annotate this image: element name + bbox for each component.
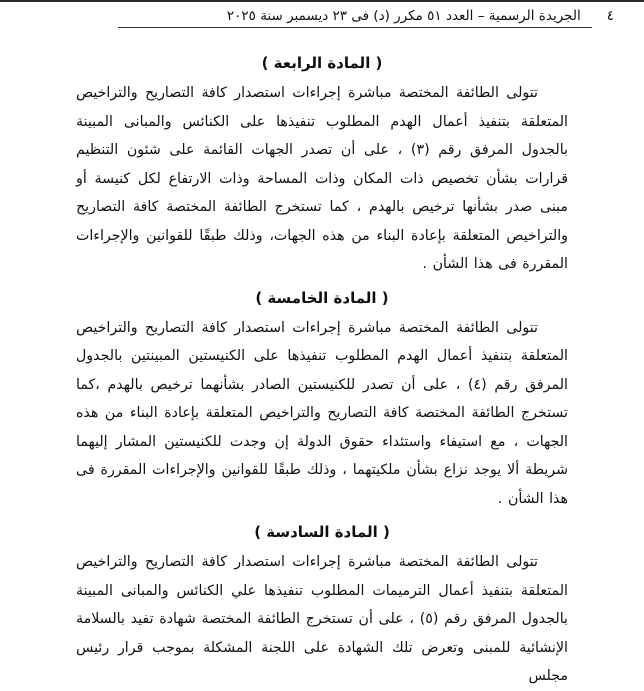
article-body-sixth	[76, 548, 568, 684]
article-fifth	[76, 285, 568, 514]
article-heading-fourth: ( المادة الرابعة )	[261, 54, 383, 72]
page-content	[0, 36, 644, 684]
article-body-sixth-text: تتولى الطائفة المختصة مباشرة إجراءات استصدار كافة التصاريح والتراخيص المتعلقة بتنفيذ أعمال الترميمات المطلوب تنفيذها علي الكنائس والمبانى المبينة بالجدول المرفق رقم (٥) ، على أن تستخرج الطائفة المختصة شهادة تفيد بالسلامة الإنشائية للمبنى وتعرض تلك الشهادة على اللجنة المشكلة بموجب قرار رئيس مجلس	[76, 554, 568, 684]
article-body-fifth	[76, 314, 568, 514]
article-heading-sixth: ( المادة السادسة )	[254, 523, 390, 541]
article-fourth	[76, 50, 568, 279]
article-sixth	[76, 519, 568, 684]
article-body-fifth-text: تتولى الطائفة المختصة مباشرة إجراءات استصدار كافة التصاريح والتراخيص المتعلقة بتنفيذ أعمال الهدم المطلوب تنفيذها على الكنيستين المبينتين بالجدول المرفق رقم (٤) ، على أن تصدر للكنيستين الصادر بشأنهما ترخيص بالهدم ،كما تستخرج الطائفة المختصة كافة التصاريح والتراخيص المتعلقة بإعادة البناء من هذه الجهات ، مع استيفاء واستئداء حقوق الدولة إن وجدت للكنيستين المشار إليهما شريطة ألا يوجد نزاع بشأن ملكيتهما ، وذلك طبقًا للقوانين والإجراءات المقررة فى هذا الشأن .	[76, 319, 569, 507]
gazette-header-title: الجريدة الرسمية – العدد ٥١ مكرر (د) فى ٢٣ ديسمبر سنة ٢٠٢٥	[226, 8, 581, 24]
header-divider-rule	[118, 27, 592, 28]
page-running-header	[0, 2, 644, 36]
article-body-fourth-text: تتولى الطائفة المختصة مباشرة إجراءات استصدار كافة التصاريح والتراخيص المتعلقة بتنفيذ أعمال الهدم المطلوب تنفيذها على الكنائس والمبانى المبينة بالجدول المرفق رقم (٣) ، على أن تصدر الجهات القائمة على شئون التنظيم قرارات بشأن تخصيص ذات المكان وذات المساحة وذات الارتفاع لكل كنيسة أو مبنى صدر بشأنها ترخيص بالهدم ، كما تستخرج الطائفة المختصة كافة التصاريح والتراخيص المتعلقة بإعادة البناء من هذه الجهات، وذلك طبقًا للقوانين والإجراءات المقررة فى هذا الشأن .	[76, 85, 568, 272]
article-body-fourth	[76, 79, 568, 279]
article-heading-fifth: ( المادة الخامسة )	[255, 288, 389, 307]
page-number: ٤	[606, 8, 614, 24]
